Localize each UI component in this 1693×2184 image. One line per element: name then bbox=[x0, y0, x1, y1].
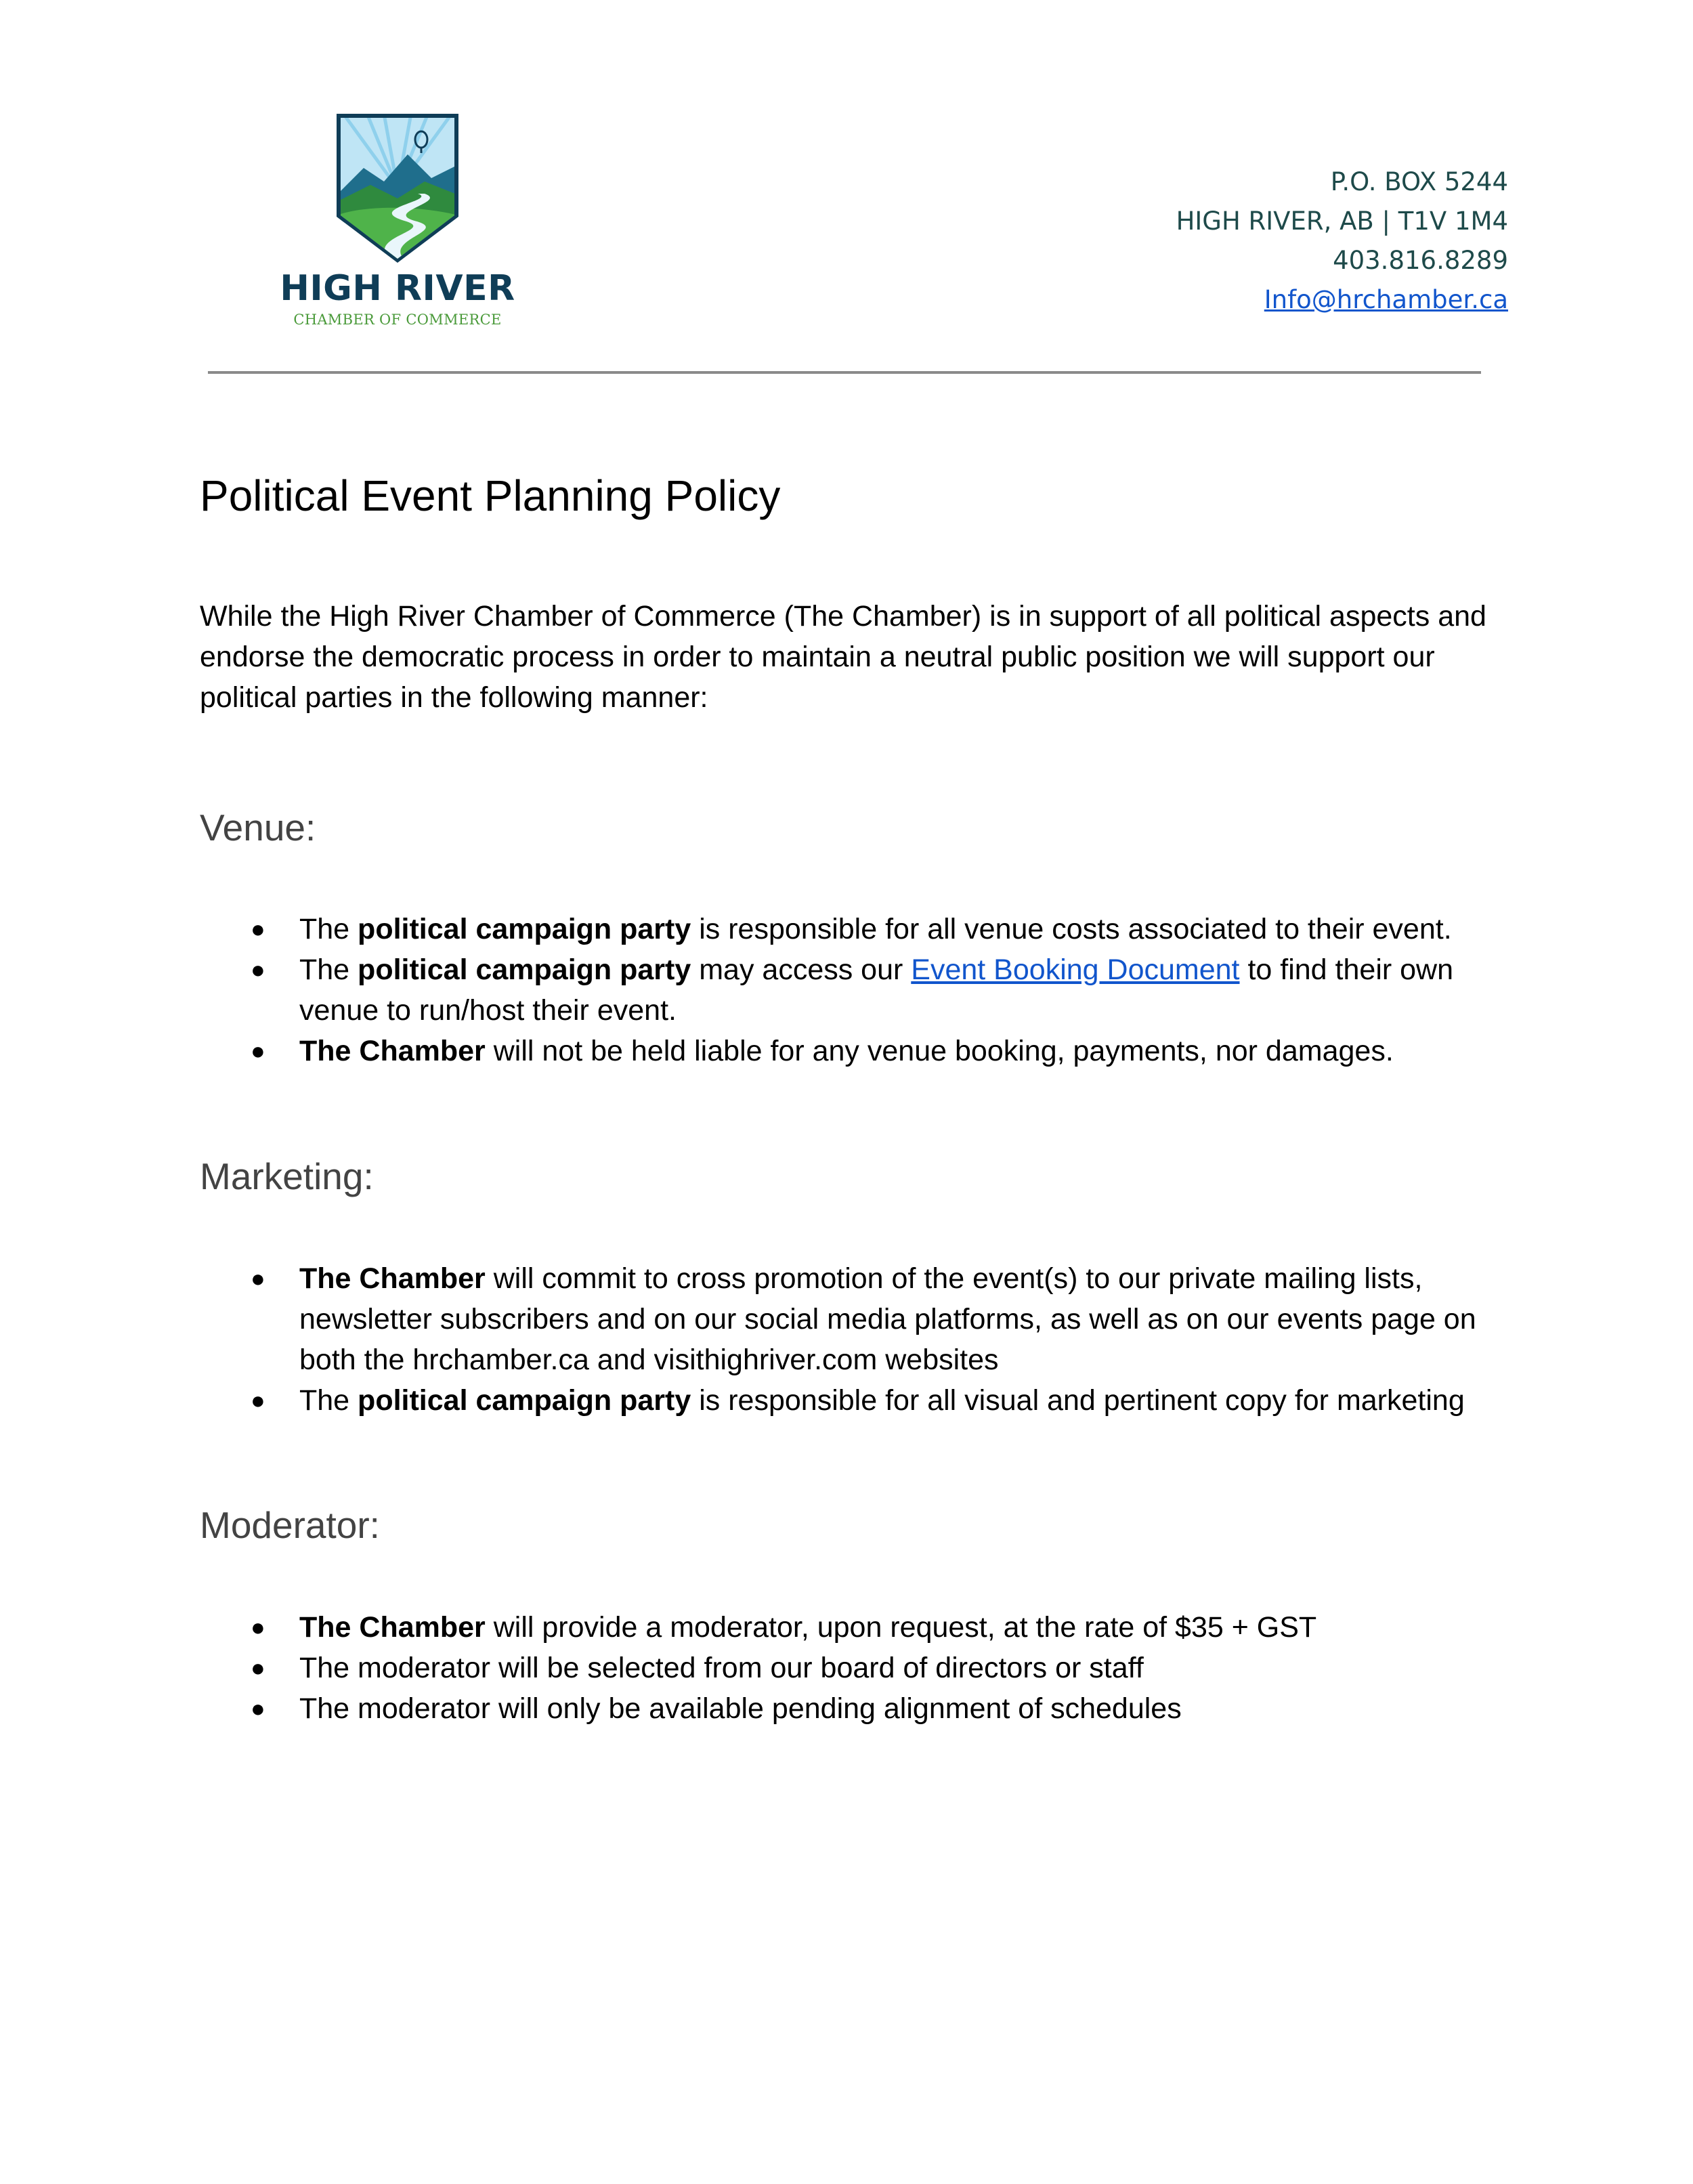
item-bold: The Chamber bbox=[299, 1262, 486, 1295]
item-text: will commit to cross promotion of the event(s) to our private mailing lists, newsletter subscribers and on our social media platforms, as well as on our events page on both the hrchamber.ca and visithighriver.com websites bbox=[299, 1262, 1476, 1376]
item-text: to find their own venue to run/host their event. bbox=[299, 954, 1454, 1027]
item-bold: political campaign party bbox=[358, 913, 691, 945]
phone: 403.816.8289 bbox=[1333, 246, 1508, 275]
bullet: ● bbox=[251, 1386, 265, 1414]
item-text: The bbox=[299, 913, 358, 945]
moderator-heading: Moderator: bbox=[200, 1504, 380, 1546]
item-text: will not be held liable for any venue booking, payments, nor damages. bbox=[485, 1035, 1394, 1067]
bullet: ● bbox=[251, 915, 265, 943]
page-title: Political Event Planning Policy bbox=[200, 471, 781, 520]
intro-paragraph: While the High River Chamber of Commerce (The Chamber) is in support of all political aspects and endorse the democratic process in order to maintain a neutral public position we will support our political parties in the following manner: bbox=[200, 600, 1486, 714]
list-item bbox=[200, 949, 1507, 1031]
item-text: is responsible for all venue costs associated to their event. bbox=[691, 913, 1452, 945]
contact-block bbox=[1176, 163, 1508, 320]
item-text: The moderator will be selected from our board of directors or staff bbox=[299, 1652, 1144, 1684]
item-bold: political campaign party bbox=[358, 954, 691, 986]
logo-name: HIGH RIVER bbox=[280, 268, 515, 309]
email-link[interactable]: Info@hrchamber.ca bbox=[1264, 285, 1508, 314]
po-box: P.O. BOX 5244 bbox=[1330, 167, 1508, 196]
venue-list bbox=[200, 909, 1507, 1071]
logo-subtitle: CHAMBER OF COMMERCE bbox=[293, 312, 502, 328]
bullet: ● bbox=[251, 1613, 265, 1641]
list-item bbox=[200, 1031, 1507, 1071]
list-item bbox=[200, 1607, 1507, 1648]
bullet: ● bbox=[251, 1037, 265, 1065]
item-text: will provide a moderator, upon request, at the rate of $35 + GST bbox=[485, 1611, 1317, 1644]
bullet: ● bbox=[251, 1654, 265, 1682]
list-item bbox=[200, 1380, 1507, 1421]
event-booking-document-link[interactable]: Event Booking Document bbox=[911, 954, 1240, 986]
shield-mountain-river-logo-icon bbox=[337, 114, 458, 263]
chamber-logo bbox=[279, 114, 516, 337]
marketing-heading: Marketing: bbox=[200, 1155, 374, 1197]
list-item bbox=[200, 1688, 1507, 1729]
venue-heading: Venue: bbox=[200, 807, 316, 849]
marketing-list bbox=[200, 1258, 1507, 1421]
item-text: The bbox=[299, 954, 358, 986]
header-divider bbox=[208, 371, 1481, 374]
moderator-list bbox=[200, 1607, 1507, 1729]
list-item bbox=[200, 1648, 1507, 1688]
item-bold: The Chamber bbox=[299, 1611, 486, 1644]
address: HIGH RIVER, AB | T1V 1M4 bbox=[1176, 207, 1508, 236]
item-text: The bbox=[299, 1384, 358, 1417]
item-bold: The Chamber bbox=[299, 1035, 486, 1067]
list-item bbox=[200, 1258, 1507, 1380]
bullet: ● bbox=[251, 1694, 265, 1722]
bullet: ● bbox=[251, 1264, 265, 1292]
item-bold: political campaign party bbox=[358, 1384, 691, 1417]
item-text: may access our bbox=[691, 954, 912, 986]
bullet: ● bbox=[251, 956, 265, 983]
item-text: The moderator will only be available pending alignment of schedules bbox=[299, 1692, 1182, 1725]
list-item bbox=[200, 909, 1507, 949]
item-text: is responsible for all visual and pertinent copy for marketing bbox=[691, 1384, 1465, 1417]
